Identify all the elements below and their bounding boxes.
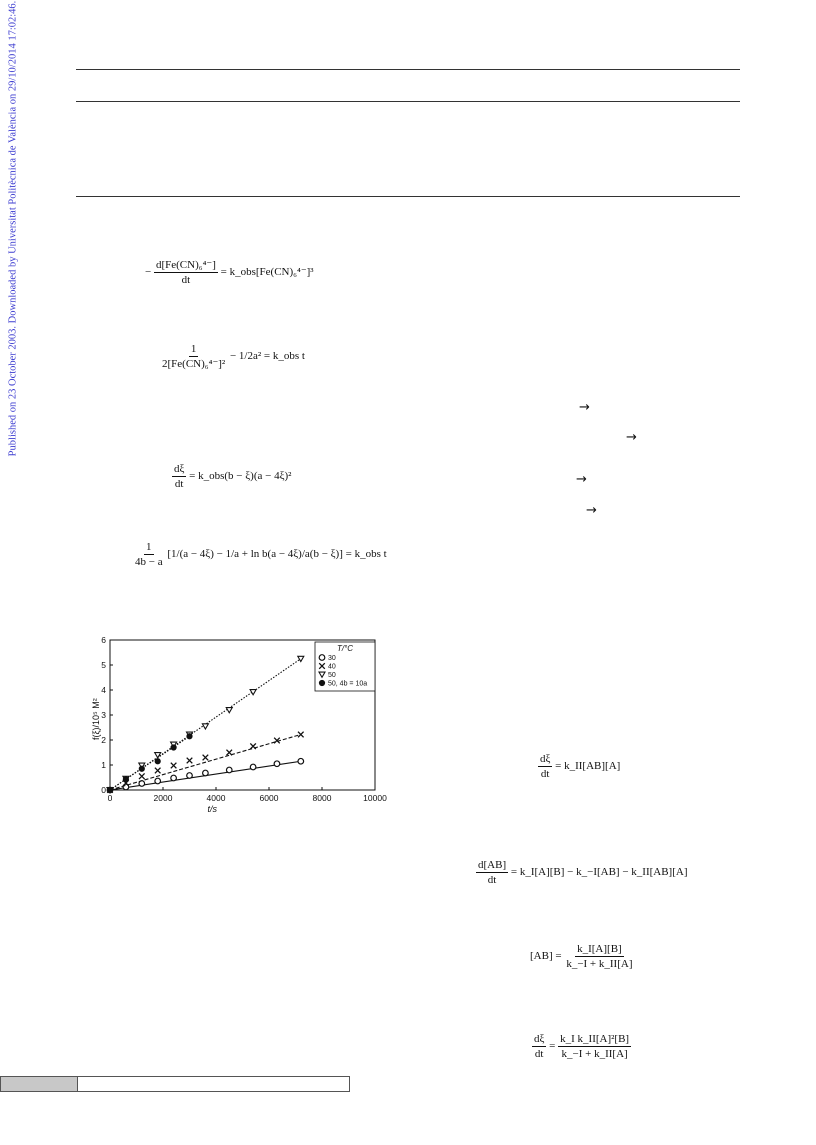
data-point-series-1 <box>187 758 193 764</box>
eq1-denominator: dt <box>181 274 191 286</box>
legend-entry: 50 <box>328 672 336 679</box>
footer-cell <box>1 1077 78 1091</box>
data-point-series-2 <box>202 724 208 729</box>
eq4-prefix-numerator: 1 <box>146 541 152 553</box>
eq8-rhs-fraction <box>558 1032 631 1061</box>
data-point-series-1 <box>139 773 145 779</box>
eq8-lhs-fraction <box>532 1032 546 1061</box>
data-point-series-0 <box>250 764 256 770</box>
data-point-series-0 <box>203 770 209 776</box>
data-point-series-0 <box>155 778 161 784</box>
eq7-numerator: k_I[A][B] <box>577 943 622 955</box>
eq8-lhs-denominator: dt <box>534 1048 544 1060</box>
equation-2 <box>160 342 305 371</box>
eq1-rhs: = k_obs[Fe(CN)₆⁴⁻]³ <box>220 266 314 279</box>
x-tick-label: 8000 <box>312 793 332 803</box>
eq3-denominator: dt <box>174 478 184 490</box>
x-tick-label: 6000 <box>259 793 279 803</box>
eq2-numerator: 1 <box>190 343 197 355</box>
data-point-series-3 <box>139 766 144 771</box>
eq6-denominator: dt <box>487 874 497 886</box>
data-point-series-1 <box>203 755 209 761</box>
footer-bar <box>0 1076 350 1092</box>
data-point-series-2 <box>250 690 256 695</box>
equation-5 <box>538 752 620 781</box>
equation-4 <box>133 540 387 569</box>
data-point-series-0 <box>171 775 177 781</box>
data-point-series-3 <box>171 745 176 750</box>
data-point-series-1 <box>171 763 177 769</box>
eq3-rhs: = k_obs(b − ξ)(a − 4ξ)² <box>189 470 292 483</box>
legend-title: T/°C <box>336 644 354 653</box>
header-rule-middle <box>76 101 740 102</box>
eq5-rhs: = k_II[AB][A] <box>555 760 621 773</box>
legend-marker <box>319 655 325 661</box>
reaction-arrow-3: → <box>576 472 587 487</box>
x-tick-label: 4000 <box>206 793 226 803</box>
data-point-series-1 <box>226 750 232 756</box>
reaction-arrow-4: → <box>586 503 597 518</box>
header-rule-bottom <box>76 196 740 197</box>
equation-8 <box>532 1032 631 1061</box>
legend-entry: 30 <box>328 655 336 662</box>
header-rule-top <box>76 69 740 70</box>
data-point-series-0 <box>187 773 193 779</box>
eq5-numerator: dξ <box>540 753 551 765</box>
eq4-prefix-fraction <box>133 540 165 569</box>
y-tick-label: 2 <box>101 735 106 745</box>
eq1-minus: − <box>145 266 152 279</box>
eq6-numerator: d[AB] <box>478 859 507 871</box>
data-point-series-1 <box>250 743 256 749</box>
y-tick-label: 6 <box>101 635 106 645</box>
eq6-fraction <box>476 858 508 887</box>
data-point-series-2 <box>155 753 161 758</box>
y-axis-label: f(ξ)/10⁵ M² <box>91 698 101 740</box>
data-point-series-1 <box>298 732 304 738</box>
data-point-series-3 <box>107 787 112 792</box>
x-tick-label: 2000 <box>153 793 173 803</box>
x-tick-label: 10000 <box>363 793 387 803</box>
x-tick-label: 0 <box>107 793 113 803</box>
kinetics-plot <box>90 632 390 822</box>
reaction-arrow-2: → <box>626 430 637 445</box>
eq8-equals: = <box>549 1040 556 1053</box>
eq5-fraction <box>538 752 552 781</box>
series-line-1 <box>110 735 301 791</box>
y-tick-label: 1 <box>101 760 106 770</box>
eq4-prefix-denominator: 4b − a <box>135 556 163 568</box>
data-point-series-3 <box>123 777 128 782</box>
eq7-denominator: k_−I + k_II[A] <box>566 958 633 970</box>
eq1-numerator: d[Fe(CN)₆⁴⁻] <box>155 259 216 271</box>
eq4-rhs: = k_obs t <box>345 548 387 561</box>
equation-6 <box>476 858 688 887</box>
series-line-3 <box>110 736 190 790</box>
eq2-minus-term: − 1/2a² <box>229 350 262 363</box>
legend-entry: 40 <box>328 663 336 671</box>
data-point-series-3 <box>187 734 192 739</box>
equation-3 <box>172 462 291 491</box>
eq7-fraction <box>564 942 634 971</box>
data-point-series-0 <box>298 758 304 764</box>
y-tick-label: 0 <box>101 785 106 795</box>
chart-root <box>91 635 387 814</box>
data-point-series-2 <box>226 708 232 713</box>
reaction-arrow-1: → <box>579 400 590 415</box>
y-tick-label: 4 <box>101 685 106 695</box>
eq2-rhs: = k_obs t <box>263 350 305 363</box>
eq8-denominator: k_−I + k_II[A] <box>561 1048 628 1060</box>
eq5-denominator: dt <box>540 768 550 780</box>
publication-notice[interactable]: Published on 23 October 2003. Downloaded by Universitat Politècnica de València on 29/10/2014 17:02:46. <box>7 0 19 457</box>
data-point-series-3 <box>155 759 160 764</box>
eq6-rhs: = k_I[A][B] − k_−I[AB] − k_II[AB][A] <box>510 866 688 879</box>
y-tick-label: 5 <box>101 660 106 670</box>
data-point-series-0 <box>226 767 232 773</box>
eq7-lhs: [AB] = <box>530 950 562 963</box>
legend-marker <box>319 680 324 685</box>
eq1-fraction <box>154 258 218 287</box>
equation-7 <box>530 942 634 971</box>
y-tick-label: 3 <box>101 710 106 720</box>
data-point-series-0 <box>274 761 280 767</box>
eq2-fraction <box>160 342 227 371</box>
eq4-body: [1/(a − 4ξ) − 1/a + ln b(a − 4ξ)/a(b − ξ)] <box>167 548 343 561</box>
equation-1 <box>145 258 314 287</box>
data-point-series-1 <box>155 768 161 774</box>
eq8-numerator: k_I k_II[A]²[B] <box>560 1033 630 1045</box>
eq3-numerator: dξ <box>174 463 185 475</box>
x-axis-label: t/s <box>207 804 218 814</box>
eq2-denominator: 2[Fe(CN)₆⁴⁻]² <box>162 358 226 370</box>
eq8-lhs-numerator: dξ <box>534 1033 545 1045</box>
eq3-fraction <box>172 462 186 491</box>
legend-entry: 50, 4b = 10a <box>328 680 368 688</box>
